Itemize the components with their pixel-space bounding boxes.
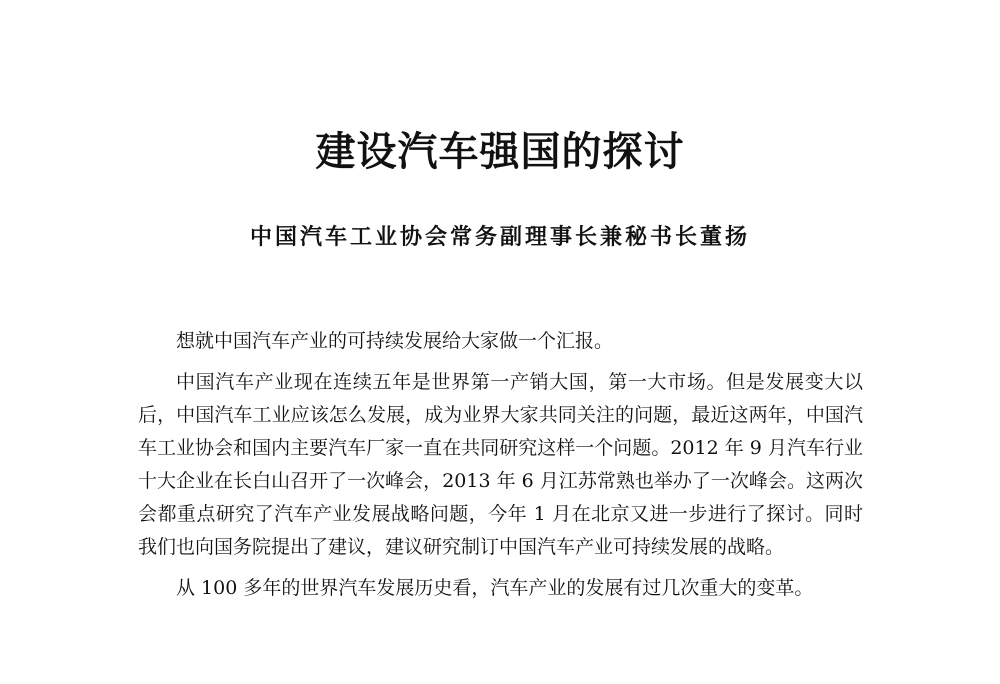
paragraph-3: 从 100 多年的世界汽车发展历史看，汽车产业的发展有过几次重大的变革。	[176, 577, 814, 599]
paragraph-1: 想就中国汽车产业的可持续发展给大家做一个汇报。	[176, 330, 614, 352]
paragraph-2: 中国汽车产业现在连续五年是世界第一产销大国，第一大市场。但是发展变大以后，中国汽车工业应该怎么发展，成为业界大家共同关注的问题，最近这两年，中国汽车工业协会和国内主要汽车厂家一直在共同研究这样一个问题。2012 年 9 月汽车行业十大企业在长白山召开了一次峰会，2013 年 6 月江苏常熟也举办了一次峰会。这两次会都重点研究了汽车产业发展战略问题，今年 1 月在北京又进一步进行了探讨。同时我们也向国务院提出了建议，建议研究制订中国汽车产业可持续发展的战略。	[138, 371, 863, 558]
body-text	[138, 325, 863, 613]
author-subtitle: 中国汽车工业协会常务副理事长兼秘书长董扬	[249, 224, 750, 250]
page-title: 建设汽车强国的探讨	[315, 129, 685, 175]
